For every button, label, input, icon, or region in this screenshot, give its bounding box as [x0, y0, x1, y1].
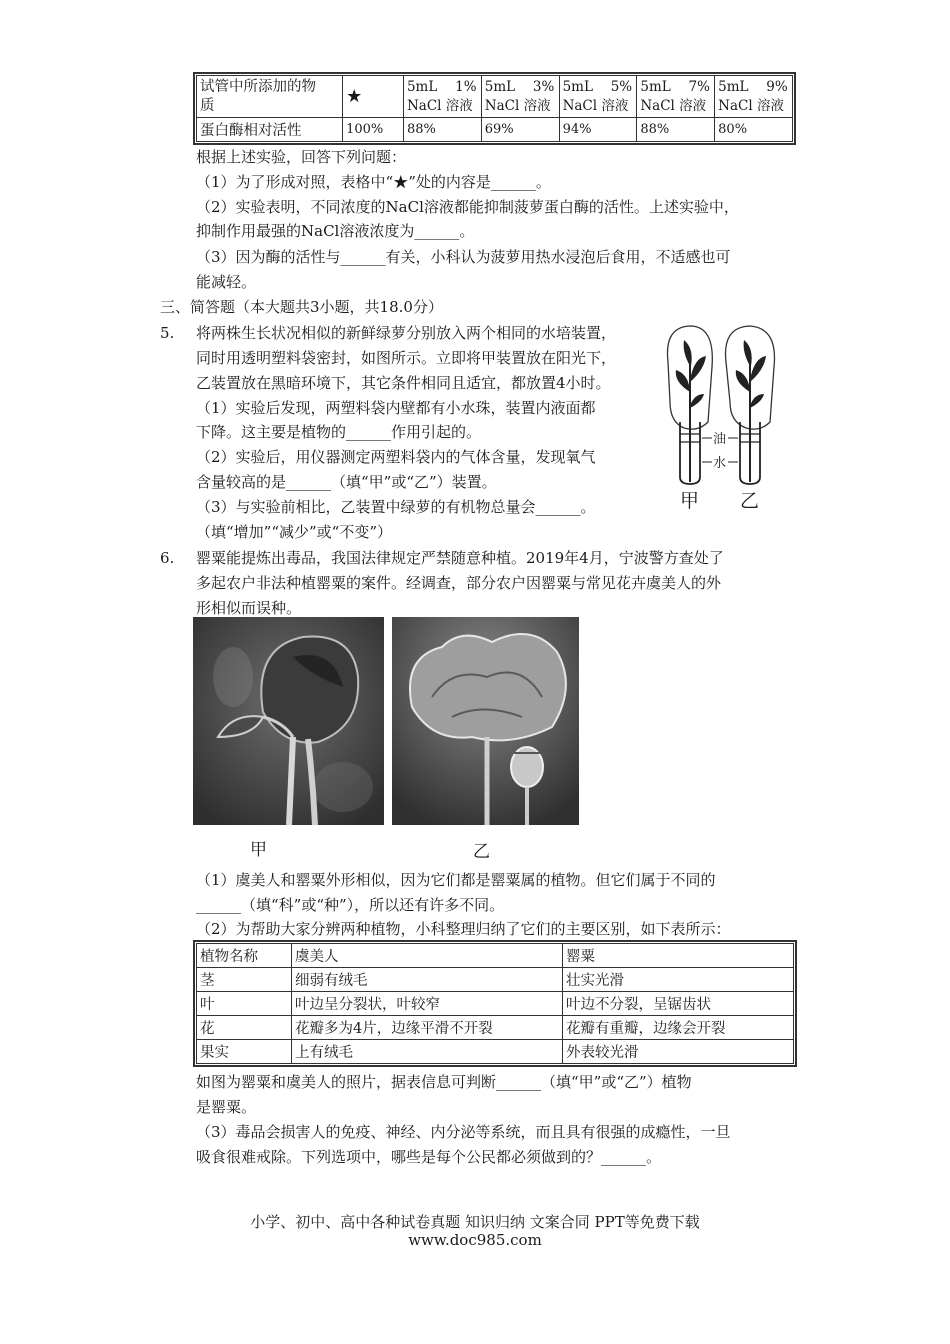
footer-url: www.doc985.com: [408, 1231, 542, 1249]
photo-label-yi: 乙: [473, 842, 490, 862]
q6-line: 多起农户非法种植罂粟的案件。经调查，部分农户因罂粟与常见花卉虞美人的外: [196, 574, 722, 592]
treatment-solution: NaCl 溶液: [718, 97, 784, 114]
header-line: 质: [200, 97, 215, 114]
treatment-solution: NaCl 溶液: [640, 97, 707, 114]
q4-line: （1）为了形成对照，表格中“★”处的内容是______。: [196, 173, 551, 191]
apparatus-right-label: 乙: [740, 490, 760, 512]
enzyme-activity-table: [196, 75, 793, 142]
activity-value: 94%: [559, 118, 637, 142]
q4-line: 抑制作用最强的NaCl溶液浓度为______。: [196, 222, 475, 240]
treatment-cell: [637, 76, 715, 118]
activity-value: 69%: [481, 118, 559, 142]
compare-cell: 花瓣有重瓣，边缘会开裂: [563, 1016, 794, 1040]
compare-cell: 叶: [197, 992, 292, 1016]
compare-cell: 茎: [197, 968, 292, 992]
q5-line: （2）实验后，用仪器测定两塑料袋内的气体含量，发现氧气: [196, 448, 596, 466]
q5-line: 同时用透明塑料袋密封，如图所示。立即将甲装置放在阳光下，: [196, 349, 617, 367]
compare-cell: 花: [197, 1016, 292, 1040]
oil-label: 油: [713, 432, 727, 447]
activity-row-header: 蛋白酶相对活性: [197, 118, 343, 142]
compare-cell: 叶边呈分裂状，叶较窄: [292, 992, 563, 1016]
question-number: 5.: [160, 324, 175, 342]
compare-cell: 叶边不分裂，呈锯齿状: [563, 992, 794, 1016]
compare-cell: 细弱有绒毛: [292, 968, 563, 992]
apparatus-drawing: [660, 322, 788, 512]
compare-header: 虞美人: [292, 944, 563, 968]
plant-comparison-table: [196, 943, 794, 1064]
q6-line: 如图为罂粟和虞美人的照片，据表信息可判断______（填“甲”或“乙”）植物: [196, 1073, 692, 1091]
apparatus-left-label: 甲: [680, 490, 700, 512]
q6-line: 吸食很难戒除。下列选项中，哪些是每个公民都必须做到的？______。: [196, 1148, 662, 1166]
treatment-volume: 5mL 3%: [484, 78, 555, 95]
q4-line: （2）实验表明，不同浓度的NaCl溶液都能抑制菠萝蛋白酶的活性。上述实验中，: [196, 198, 739, 216]
q5-line: 乙装置放在黑暗环境下，其它条件相同且适宜，都放置4小时。: [196, 374, 611, 392]
photo-label-jia: 甲: [250, 840, 267, 860]
q5-line: 下降。这主要是植物的______作用引起的。: [196, 423, 482, 441]
treatment-cell: [559, 76, 637, 118]
q5-line: 将两株生长状况相似的新鲜绿萝分别放入两个相同的水培装置，: [196, 324, 617, 342]
treatment-solution: NaCl 溶液: [562, 97, 629, 114]
q6-line: （1）虞美人和罂粟外形相似，因为它们都是罂粟属的植物。但它们属于不同的: [196, 871, 716, 889]
q6-line: 形相似而误种。: [196, 599, 302, 617]
compare-cell: 外表较光滑: [563, 1040, 794, 1064]
question-number: 6.: [160, 549, 175, 567]
activity-value: 88%: [403, 118, 481, 142]
poppy-flower-photo: [392, 617, 579, 825]
treatment-cell: [403, 76, 481, 118]
treatment-volume: 5mL 7%: [640, 78, 710, 95]
q5-line: 含量较高的是______（填“甲”或“乙”）装置。: [196, 473, 497, 491]
header-line: 试管中所添加的物: [200, 78, 316, 95]
compare-cell: 壮实光滑: [563, 968, 794, 992]
activity-value: 80%: [715, 118, 793, 142]
section-title: 三、简答题（本大题共3小题，共18.0分）: [160, 298, 443, 316]
q5-line: （3）与实验前相比，乙装置中绿萝的有机物总量会______。: [196, 498, 596, 516]
q6-line: （2）为帮助大家分辨两种植物，小科整理归纳了它们的主要区别，如下表所示：: [196, 920, 731, 938]
q5-line: （填“增加”“减少”或“不变”）: [196, 523, 393, 541]
treatment-solution: NaCl 溶液: [406, 97, 473, 114]
control-star-cell: ★: [343, 76, 404, 118]
treatment-solution: NaCl 溶液: [484, 97, 551, 114]
compare-cell: 果实: [197, 1040, 292, 1064]
q6-line: ______（填“科”或“种”），所以还有许多不同。: [196, 896, 505, 914]
compare-header: 植物名称: [197, 944, 292, 968]
q4-line: 根据上述实验，回答下列问题：: [196, 148, 407, 166]
treatment-cell: [481, 76, 559, 118]
apparatus-figure: [660, 322, 788, 512]
q4-line: （3）因为酶的活性与______有关，小科认为菠萝用热水浸泡后食用，不适感也可: [196, 248, 731, 266]
q6-line: 是罂粟。: [196, 1098, 257, 1116]
compare-cell: 上有绒毛: [292, 1040, 563, 1064]
compare-header: 罂粟: [563, 944, 794, 968]
activity-value: 100%: [343, 118, 404, 142]
q6-line: （3）毒品会损害人的免疫、神经、内分泌等系统，而且具有很强的成瘾性，一旦: [196, 1123, 731, 1141]
compare-cell: 花瓣多为4片，边缘平滑不开裂: [292, 1016, 563, 1040]
treatment-volume: 5mL 1%: [406, 78, 477, 95]
photo-yi: [392, 617, 579, 825]
footer-promo: 小学、初中、高中各种试卷真题 知识归纳 文案合同 PPT等免费下载: [250, 1213, 700, 1231]
table-header-cell: [197, 76, 343, 118]
treatment-volume: 5mL 9%: [718, 78, 788, 95]
q5-line: （1）实验后发现，两塑料袋内壁都有小水珠，装置内液面都: [196, 399, 596, 417]
treatment-cell: [715, 76, 793, 118]
photo-jia: [193, 617, 384, 825]
poppy-bud-photo: [193, 617, 384, 825]
q6-line: 罂粟能提炼出毒品，我国法律规定严禁随意种植。2019年4月，宁波警方查处了: [196, 549, 724, 567]
treatment-volume: 5mL 5%: [562, 78, 633, 95]
q4-line: 能减轻。: [196, 273, 257, 291]
water-label: 水: [713, 456, 727, 471]
activity-value: 88%: [637, 118, 715, 142]
